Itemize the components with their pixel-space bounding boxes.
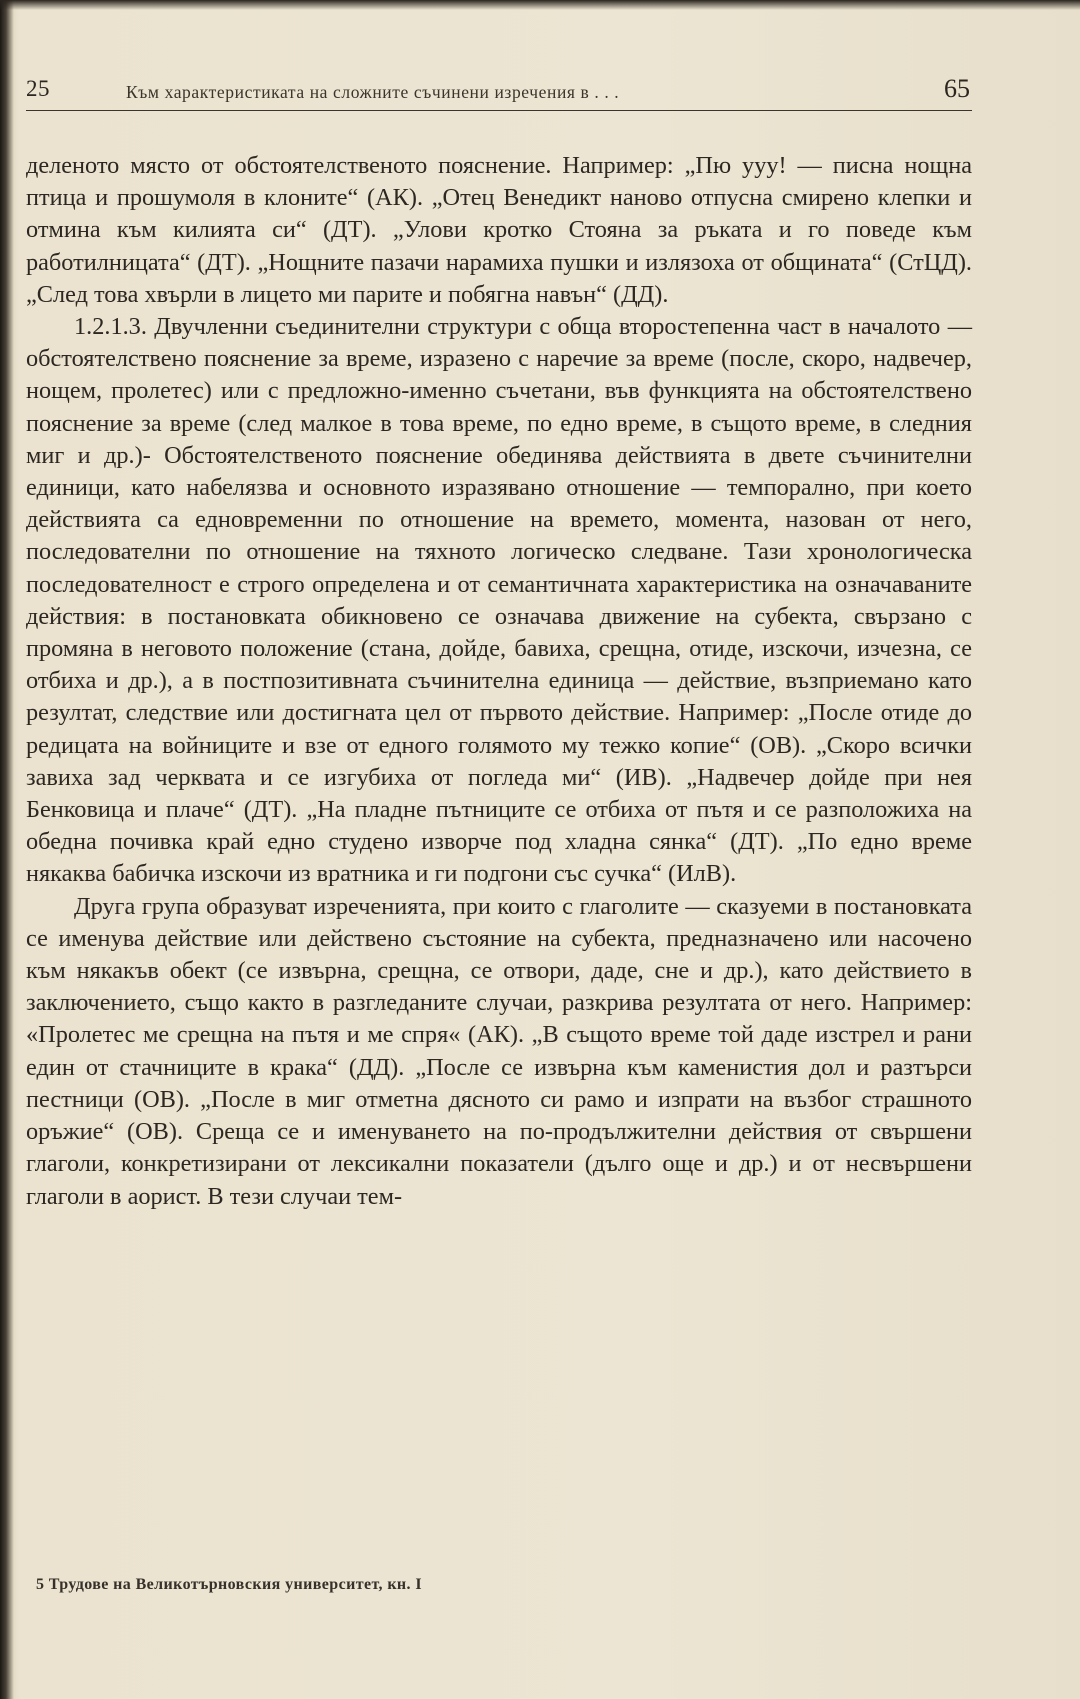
paragraph-1: деленото място от обстоятелственото пояснение. Например: „Пю ууу! — писна нощна птица и прошумоля в клоните“ (АК). „Отец Венедикт наново отпусна смирено клепки и отмина към килията си“ (ДТ). „Улови кротко Стояна за ръката и го поведе към работилницата“ (ДТ). „Нощните пазачи нарамиха пушки и излязоха от общината“ (СтЦД). „След това хвърли в лицето ми парите и побягна навън“ (ДД).	[26, 152, 972, 308]
top-edge-shadow	[0, 0, 1080, 10]
page-number: 65	[944, 74, 970, 103]
footer-signature: 5 Трудове на Великотърновския университет, кн. I	[36, 1576, 422, 1593]
book-spine-shadow	[0, 0, 14, 1699]
paragraph-3: Друга група образуват изреченията, при които с глаголите — сказуеми в постановката се именува действие или действено състояние на субекта, предназначено или насочено към някакъв обект (се извърна, срещна, се отвори, даде, сне и др.), като действието в заключението, също както в разгледаните случаи, разкрива резултата от него. Например: «Пролетес ме срещна на пътя и ме спря« (АК). „В същото време той даде изстрел и рани един от стачниците в крака“ (ДД). „После се извърна към каменистия дол и разтърси пестници (ОВ). „После в миг отметна дясното си рамо и изпрати на възбог страшното оръжие“ (ОВ). Среща се и именуването на по-продължителни действия от свършени глаголи, конкретизирани от лексикални показатели (дълго още и др.) и от несвършени глаголи в аорист. В тези случаи тем-	[26, 892, 972, 1210]
body-text	[26, 150, 972, 1213]
running-header	[26, 76, 972, 111]
running-title: Към характеристиката на сложните съчинени изречения в . . .	[126, 82, 620, 102]
paragraph-2: 1.2.1.3. Двучленни съединителни структури с обща второстепенна част в началото — обстоятелствено пояснение за време, изразено с наречие за време (после, скоро, надвечер, нощем, пролетес) или с предложно-именно съчетани, във функцията на обстоятелствено пояснение за време (след малкое в това време, по едно време, в същото време, в следния миг и др.)- Обстоятелственото пояснение обединява действията в двете съчинителни единици, като набелязва и основното изразявано отношение — темпорално, при което действията са едновременни по отношение на времето, момента, назован от него, последователни по отношение на тяхното логическо следване. Тази хронологическа последователност е строго определена и от семантичната характеристика на означаваните действия: в постановката обикновено се означава движение на субекта, свързано с промяна в неговото положение (стана, дойде, бавиха, срещна, отиде, изскочи, изчезна, се отбиха и др.), а в постпозитивната съчинителна единица — действие, възприемано като резултат, следствие или достигната цел от първото действие. Например: „После отиде до редицата на войниците и взе от едного голямото му тежко копие“ (ОВ). „Скоро всички завиха зад черквата и се изгубиха от погледа ми“ (ИВ). „Надвечер дойде при нея Бенковица и плаче“ (ДТ). „На пладне пътниците се отбиха от пътя и се разположиха на обедна почивка край едно студено изворче под хладна сянка“ (ДТ). „По едно време някаква бабичка изскочи из вратника и ги подгони със сучка“ (ИлВ).	[26, 313, 972, 888]
header-left-number: 25	[26, 76, 50, 101]
